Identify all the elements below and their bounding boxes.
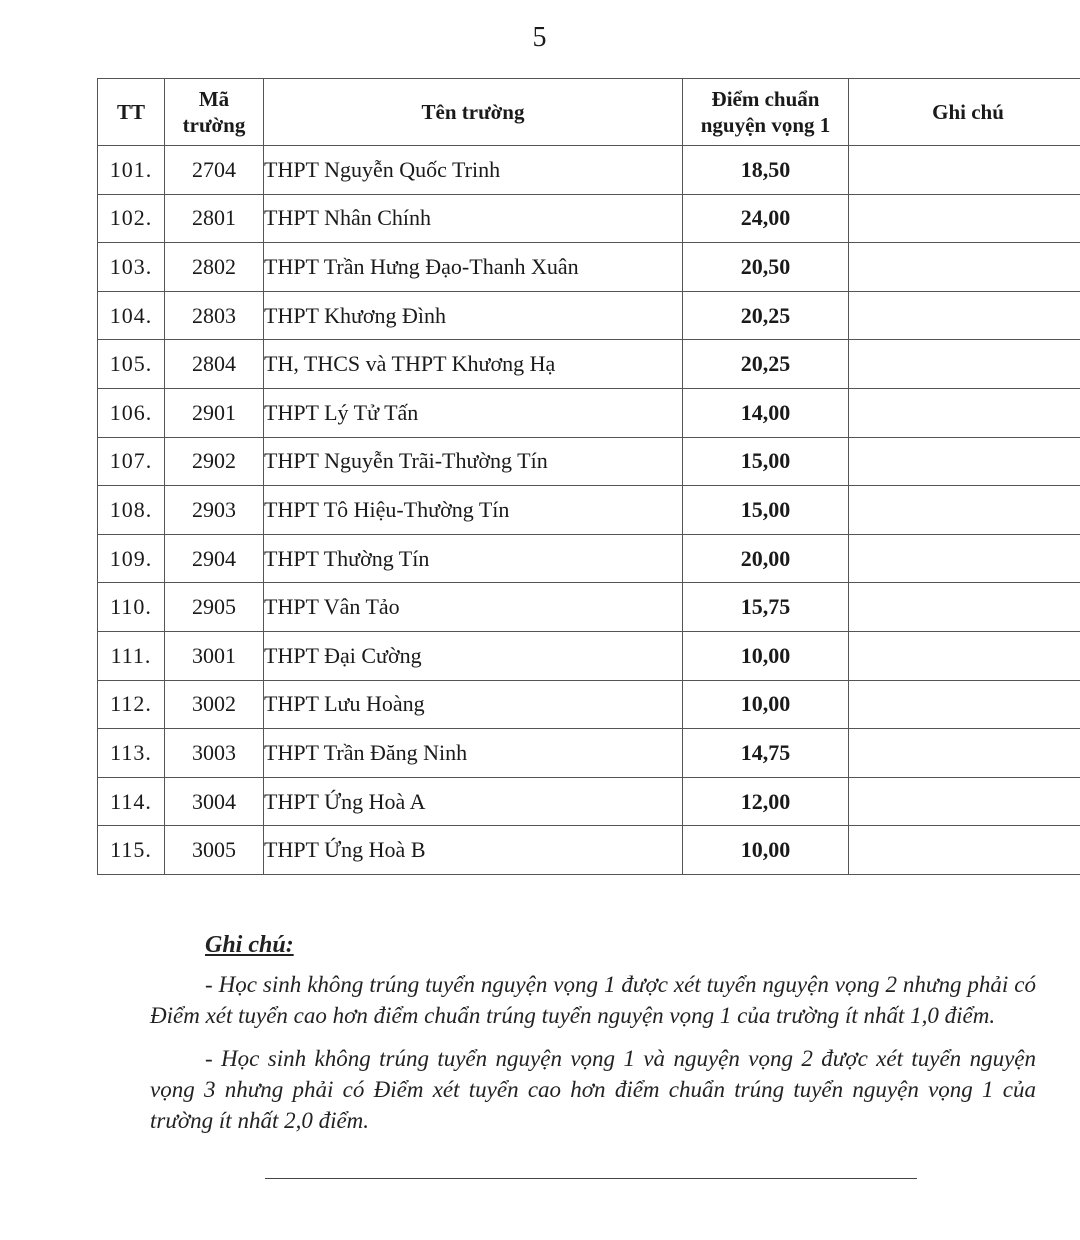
table-row — [98, 194, 1080, 243]
row-tt: 103. — [98, 243, 165, 292]
row-note — [849, 631, 1080, 680]
row-tt: 113. — [98, 729, 165, 778]
row-tt: 104. — [98, 291, 165, 340]
row-school-code: 2901 — [165, 388, 264, 437]
header-school-code — [165, 79, 264, 146]
row-note — [849, 146, 1080, 195]
table-row — [98, 291, 1080, 340]
row-tt: 101. — [98, 146, 165, 195]
table-row — [98, 729, 1080, 778]
row-school-name: THPT Trần Hưng Đạo-Thanh Xuân — [264, 243, 683, 292]
header-school-name: Tên trường — [264, 79, 683, 146]
row-school-code: 2903 — [165, 486, 264, 535]
row-note — [849, 680, 1080, 729]
row-cutoff-score: 12,00 — [683, 777, 849, 826]
row-school-name: THPT Nguyễn Trãi-Thường Tín — [264, 437, 683, 486]
table-row — [98, 437, 1080, 486]
row-school-code: 2802 — [165, 243, 264, 292]
table-row — [98, 486, 1080, 535]
row-note — [849, 243, 1080, 292]
row-cutoff-score: 20,00 — [683, 534, 849, 583]
row-cutoff-score: 10,00 — [683, 631, 849, 680]
row-school-code: 2801 — [165, 194, 264, 243]
row-school-code: 3003 — [165, 729, 264, 778]
row-school-name: THPT Khương Đình — [264, 291, 683, 340]
row-school-name: THPT Tô Hiệu-Thường Tín — [264, 486, 683, 535]
table-row — [98, 826, 1080, 875]
table-row — [98, 631, 1080, 680]
header-school-code-line2: trường — [182, 113, 246, 137]
note-paragraph-1: - Học sinh không trúng tuyển nguyện vọng 1 được xét tuyển nguyện vọng 2 nhưng phải có Điểm xét tuyển cao hơn điểm chuẩn trúng tuyển nguyện vọng 1 của trường ít nhất 1,0 điểm. — [150, 972, 1036, 1028]
row-school-code: 3001 — [165, 631, 264, 680]
admission-score-table — [97, 78, 1080, 875]
header-cutoff-score — [683, 79, 849, 146]
table-row — [98, 388, 1080, 437]
row-note — [849, 826, 1080, 875]
row-cutoff-score: 20,25 — [683, 340, 849, 389]
header-tt: TT — [98, 79, 165, 146]
row-school-code: 2904 — [165, 534, 264, 583]
row-cutoff-score: 20,25 — [683, 291, 849, 340]
table-row — [98, 340, 1080, 389]
row-school-name: THPT Trần Đăng Ninh — [264, 729, 683, 778]
row-tt: 106. — [98, 388, 165, 437]
row-tt: 108. — [98, 486, 165, 535]
row-school-code: 2803 — [165, 291, 264, 340]
row-school-code: 3005 — [165, 826, 264, 875]
row-note — [849, 194, 1080, 243]
row-school-code: 2804 — [165, 340, 264, 389]
row-school-code: 3002 — [165, 680, 264, 729]
table-row — [98, 534, 1080, 583]
row-school-name: THPT Ứng Hoà A — [264, 777, 683, 826]
row-school-name: THPT Thường Tín — [264, 534, 683, 583]
row-cutoff-score: 14,00 — [683, 388, 849, 437]
row-tt: 102. — [98, 194, 165, 243]
row-tt: 109. — [98, 534, 165, 583]
table-body — [98, 146, 1080, 875]
row-school-code: 3004 — [165, 777, 264, 826]
row-cutoff-score: 20,50 — [683, 243, 849, 292]
row-school-name: THPT Vân Tảo — [264, 583, 683, 632]
row-note — [849, 340, 1080, 389]
row-cutoff-score: 14,75 — [683, 729, 849, 778]
row-tt: 105. — [98, 340, 165, 389]
row-cutoff-score: 15,00 — [683, 437, 849, 486]
table-row — [98, 146, 1080, 195]
row-tt: 114. — [98, 777, 165, 826]
row-tt: 115. — [98, 826, 165, 875]
row-tt: 110. — [98, 583, 165, 632]
notes-title: Ghi chú: — [205, 932, 294, 958]
row-cutoff-score: 15,75 — [683, 583, 849, 632]
header-cutoff-score-line1: Điểm chuẩn — [711, 87, 820, 111]
row-note — [849, 486, 1080, 535]
row-cutoff-score: 10,00 — [683, 826, 849, 875]
row-tt: 112. — [98, 680, 165, 729]
row-note — [849, 388, 1080, 437]
row-school-code: 2704 — [165, 146, 264, 195]
header-school-code-line1: Mã — [198, 87, 230, 111]
row-school-name: THPT Nhân Chính — [264, 194, 683, 243]
row-cutoff-score: 18,50 — [683, 146, 849, 195]
table-row — [98, 680, 1080, 729]
note-paragraph-2: - Học sinh không trúng tuyển nguyện vọng 1 và nguyện vọng 2 được xét tuyển nguyện vọng 3 nhưng phải có Điểm xét tuyển cao hơn điểm chuẩn trúng tuyển nguyện vọng 1 của trường ít nhất 2,0 điểm. — [150, 1046, 1036, 1133]
row-note — [849, 583, 1080, 632]
notes-section — [150, 930, 1036, 1148]
table-row — [98, 777, 1080, 826]
header-cutoff-score-line2: nguyện vọng 1 — [700, 113, 831, 137]
row-school-name: THPT Ứng Hoà B — [264, 826, 683, 875]
row-school-code: 2902 — [165, 437, 264, 486]
table-header-row — [98, 79, 1080, 146]
row-school-name: THPT Đại Cường — [264, 631, 683, 680]
table-row — [98, 583, 1080, 632]
row-tt: 107. — [98, 437, 165, 486]
row-note — [849, 534, 1080, 583]
row-note — [849, 777, 1080, 826]
row-note — [849, 729, 1080, 778]
row-cutoff-score: 10,00 — [683, 680, 849, 729]
header-note: Ghi chú — [849, 79, 1080, 146]
row-note — [849, 437, 1080, 486]
row-school-name: THPT Nguyễn Quốc Trinh — [264, 146, 683, 195]
row-school-name: THPT Lưu Hoàng — [264, 680, 683, 729]
row-tt: 111. — [98, 631, 165, 680]
row-note — [849, 291, 1080, 340]
row-school-code: 2905 — [165, 583, 264, 632]
end-divider — [265, 1178, 917, 1179]
page-number: 5 — [532, 22, 548, 53]
row-school-name: TH, THCS và THPT Khương Hạ — [264, 340, 683, 389]
row-cutoff-score: 15,00 — [683, 486, 849, 535]
table-row — [98, 243, 1080, 292]
row-cutoff-score: 24,00 — [683, 194, 849, 243]
row-school-name: THPT Lý Tử Tấn — [264, 388, 683, 437]
